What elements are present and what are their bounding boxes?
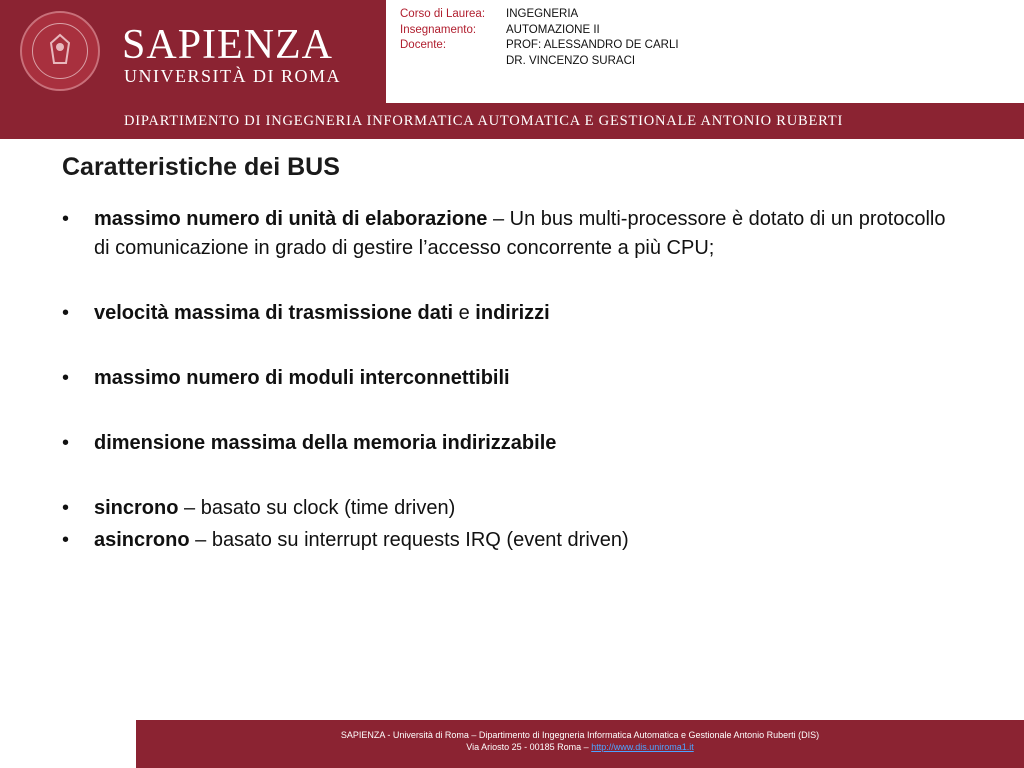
bullet-bold-text: asincrono <box>94 529 190 551</box>
course-row <box>400 23 679 39</box>
bullet-text: – Un bus multi-processore è dotato di un protocollo di comunicazione in grado di gestire l’accesso concorrente a più CPU; <box>94 208 946 259</box>
footer-address-text: Via Ariosto 25 - 00185 Roma – <box>466 742 592 752</box>
bullet-text: e <box>453 302 476 324</box>
bullet-item <box>62 429 962 458</box>
bullet-bold-text: velocità massima di trasmissione dati <box>94 302 454 324</box>
footer-text <box>136 729 1024 753</box>
bullet-item <box>62 526 962 555</box>
bullet-item <box>62 364 962 393</box>
slide-title: Caratteristiche dei BUS <box>62 153 340 181</box>
university-seal-logo <box>20 11 100 91</box>
course-info <box>400 7 679 69</box>
course-row <box>400 38 679 54</box>
bullet-dot: • <box>62 302 70 324</box>
bullet-dot: • <box>62 432 70 454</box>
bullet-bold-text: massimo numero di unità di elaborazione <box>94 208 488 230</box>
department-band <box>0 103 1024 139</box>
brand-subtitle: UNIVERSITÀ DI ROMA <box>124 66 341 86</box>
course-row <box>400 7 679 23</box>
footer-line: SAPIENZA - Università di Roma – Dipartimento di Ingegneria Informatica Automatica e Gestionale Antonio Ruberti (DIS) <box>340 730 820 740</box>
course-value: PROF: ALESSANDRO DE CARLI <box>506 39 679 51</box>
footer-website-link[interactable]: http://www.dis.uniroma1.it <box>591 742 694 752</box>
footer-band <box>136 720 1024 768</box>
bullet-dot: • <box>62 529 70 551</box>
footer-address <box>136 741 1024 753</box>
course-value: INGEGNERIA <box>506 8 579 20</box>
department-title: DIPARTIMENTO DI INGEGNERIA INFORMATICA AUTOMATICA E GESTIONALE ANTONIO RUBERTI <box>124 113 844 129</box>
course-label: Docente: <box>400 39 447 51</box>
course-label: Insegnamento: <box>400 23 477 36</box>
bullet-text: – basato su interrupt requests IRQ (event driven) <box>189 529 629 551</box>
header-brand-band <box>0 0 386 103</box>
bullet-dot: • <box>62 367 70 389</box>
bullet-bold-text: sincrono <box>94 497 179 519</box>
bullet-item <box>62 205 962 263</box>
bullet-bold-text: indirizzi <box>475 302 550 324</box>
footer-spacer <box>0 718 136 736</box>
course-row <box>400 54 679 70</box>
brand-name: SAPIENZA <box>122 22 334 68</box>
course-value: DR. VINCENZO SURACI <box>506 54 636 67</box>
bullet-list <box>62 205 962 555</box>
bullet-text: – basato su clock (time driven) <box>178 497 456 519</box>
bullet-bold-text: massimo numero di moduli interconnettibili <box>94 367 510 389</box>
bullet-bold-text: dimensione massima della memoria indirizzabile <box>94 432 557 454</box>
bullet-item <box>62 299 962 328</box>
course-label: Corso di Laurea: <box>400 8 486 20</box>
bullet-item <box>62 494 962 523</box>
course-value: AUTOMAZIONE II <box>506 23 600 36</box>
course-label <box>400 54 506 70</box>
bullet-dot: • <box>62 497 70 519</box>
bullet-dot: • <box>62 208 70 230</box>
